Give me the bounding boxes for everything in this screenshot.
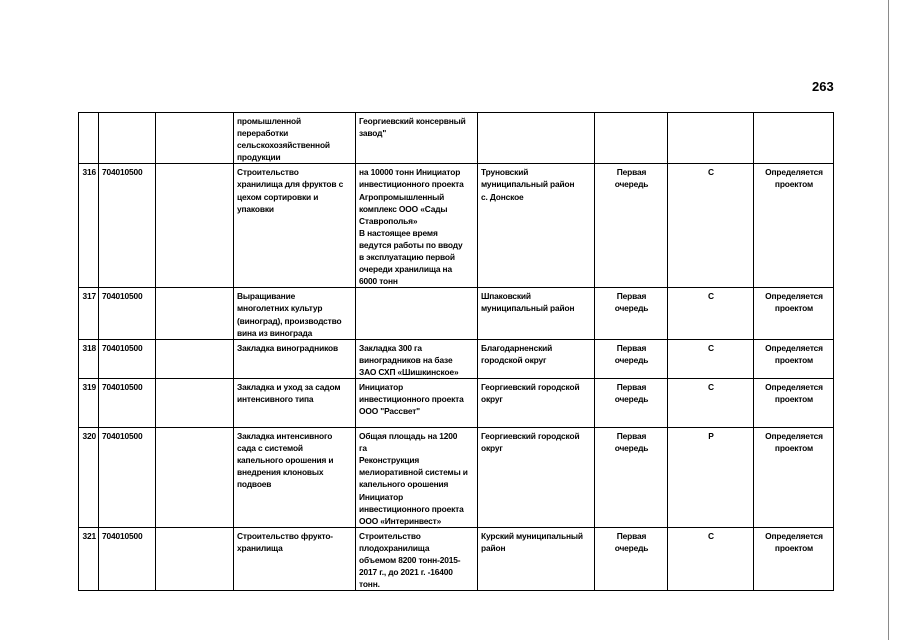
- row-cost: Определяется проектом: [765, 167, 823, 190]
- row-type-cell: [668, 428, 754, 528]
- row-type-cell: [668, 339, 754, 378]
- row-number-cell: [79, 339, 99, 378]
- row-code: 704010500: [102, 530, 143, 541]
- row-cost-cell: [754, 113, 834, 164]
- row-project-name: Строительство фрукто- хранилища: [237, 530, 333, 553]
- row-cost-cell: [754, 379, 834, 428]
- row-code-cell: [99, 288, 156, 339]
- row-priority-cell: [595, 113, 668, 164]
- row-cost: Определяется проектом: [765, 342, 823, 365]
- row-type-cell: [668, 288, 754, 339]
- row-code-cell: [99, 339, 156, 378]
- row-empty-column-cell: [156, 339, 234, 378]
- row-location: Благодарненский городской округ: [481, 342, 553, 365]
- table-row: [79, 288, 834, 339]
- row-type-cell: [668, 164, 754, 288]
- row-empty-column-cell: [156, 527, 234, 590]
- row-cost: Определяется проектом: [765, 431, 823, 454]
- row-description: Закладка 300 га виноградников на базе ЗАО СХП «Шишкинское»: [359, 342, 459, 377]
- row-type: С: [708, 291, 714, 302]
- row-priority-cell: [595, 428, 668, 528]
- row-code-cell: [99, 527, 156, 590]
- row-code: 704010500: [102, 291, 143, 302]
- row-location: Труновский муниципальный район с. Донское: [481, 167, 575, 202]
- row-priority: Первая очередь: [614, 382, 649, 405]
- row-description-cell: [356, 164, 478, 288]
- projects-table: [78, 112, 834, 591]
- row-cost-cell: [754, 428, 834, 528]
- row-description: Общая площадь на 1200 га Реконструкция мелиоративной системы и капельного орошения Инициатор инвестиционного проекта ООО «Интеринвест»: [359, 431, 468, 526]
- row-type: С: [708, 167, 714, 178]
- table-row: [79, 113, 834, 164]
- row-project-name-cell: [234, 428, 356, 528]
- row-location: Георгиевский городской округ: [481, 431, 580, 454]
- row-location-cell: [478, 428, 595, 528]
- row-location-cell: [478, 164, 595, 288]
- table-row: [79, 164, 834, 288]
- row-code-cell: [99, 379, 156, 428]
- row-number: 316: [82, 167, 96, 178]
- row-project-name: Закладка интенсивного сада с системой капельного орошения и внедрения клоновых подвоев: [237, 431, 334, 490]
- row-priority-cell: [595, 339, 668, 378]
- row-cost-cell: [754, 164, 834, 288]
- row-project-name-cell: [234, 288, 356, 339]
- scan-edge-line: [888, 0, 889, 640]
- row-priority-cell: [595, 379, 668, 428]
- row-number-cell: [79, 288, 99, 339]
- row-project-name-cell: [234, 113, 356, 164]
- row-code: 704010500: [102, 167, 143, 178]
- row-location: Шпаковский муниципальный район: [481, 291, 575, 314]
- row-code-cell: [99, 113, 156, 164]
- row-code: 704010500: [102, 382, 143, 393]
- row-description-cell: [356, 379, 478, 428]
- row-description: Строительство плодохранилища объемом 8200 тонн-2015- 2017 г., до 2021 г. -16400 тонн.: [359, 530, 461, 590]
- table-row: [79, 527, 834, 590]
- row-project-name-cell: [234, 379, 356, 428]
- row-description-cell: [356, 527, 478, 590]
- row-type-cell: [668, 527, 754, 590]
- row-empty-column-cell: [156, 428, 234, 528]
- row-code: 704010500: [102, 342, 143, 353]
- row-empty-column-cell: [156, 379, 234, 428]
- row-location-cell: [478, 339, 595, 378]
- row-number-cell: [79, 113, 99, 164]
- row-description-cell: [356, 428, 478, 528]
- row-location: Курский муниципальный район: [481, 530, 583, 553]
- row-number-cell: [79, 164, 99, 288]
- row-priority: Первая очередь: [614, 431, 649, 454]
- row-description-cell: [356, 288, 478, 339]
- row-description: на 10000 тонн Инициатор инвестиционного проекта Агропромышленный комплекс ООО «Сады Ставрополья» В настоящее время ведутся работы по вводу в эксплуатацию первой очереди хранилища на 6000 тонн: [359, 167, 464, 287]
- table-row: [79, 379, 834, 428]
- row-project-name-cell: [234, 164, 356, 288]
- row-number: 317: [82, 291, 96, 302]
- row-project-name: Закладка виноградников: [237, 342, 338, 353]
- row-priority: Первая очередь: [614, 291, 649, 314]
- row-location-cell: [478, 379, 595, 428]
- row-priority-cell: [595, 164, 668, 288]
- row-type-cell: [668, 379, 754, 428]
- row-location-cell: [478, 527, 595, 590]
- row-cost-cell: [754, 339, 834, 378]
- row-priority-cell: [595, 527, 668, 590]
- table-row: [79, 339, 834, 378]
- row-empty-column-cell: [156, 288, 234, 339]
- table-body: [79, 113, 834, 591]
- row-cost: Определяется проектом: [765, 291, 823, 314]
- row-description: Инициатор инвестиционного проекта ООО "Рассвет": [359, 382, 464, 417]
- row-code-cell: [99, 164, 156, 288]
- row-cost-cell: [754, 527, 834, 590]
- row-type: С: [708, 530, 714, 541]
- row-empty-column-cell: [156, 164, 234, 288]
- row-project-name: Выращивание многолетних культур (виноград), производство вина из винограда: [237, 291, 342, 338]
- row-location: Георгиевский городской округ: [481, 382, 580, 405]
- row-type: С: [708, 382, 714, 393]
- row-priority: Первая очередь: [614, 342, 649, 365]
- row-type: Р: [708, 431, 714, 442]
- row-number: 318: [82, 342, 96, 353]
- row-project-name-cell: [234, 527, 356, 590]
- row-cost-cell: [754, 288, 834, 339]
- row-number: 321: [82, 530, 96, 541]
- row-cost: Определяется проектом: [765, 382, 823, 405]
- row-description-cell: [356, 113, 478, 164]
- row-code: 704010500: [102, 431, 143, 442]
- row-project-name-cell: [234, 339, 356, 378]
- row-empty-column-cell: [156, 113, 234, 164]
- row-priority: Первая очередь: [614, 530, 649, 553]
- row-location-cell: [478, 113, 595, 164]
- row-number-cell: [79, 379, 99, 428]
- row-description-cell: [356, 339, 478, 378]
- row-type: С: [708, 342, 714, 353]
- row-description: Георгиевский консервный завод": [359, 116, 466, 139]
- row-location-cell: [478, 288, 595, 339]
- page-number: 263: [812, 79, 834, 94]
- row-project-name: промышленной переработки сельскохозяйственной продукции: [237, 116, 330, 163]
- row-number-cell: [79, 428, 99, 528]
- row-project-name: Строительство хранилища для фруктов с цехом сортировки и упаковки: [237, 167, 344, 214]
- row-priority: Первая очередь: [614, 167, 649, 190]
- row-number: 319: [82, 382, 96, 393]
- row-code-cell: [99, 428, 156, 528]
- row-type-cell: [668, 113, 754, 164]
- row-project-name: Закладка и уход за садом интенсивного типа: [237, 382, 341, 405]
- table-row: [79, 428, 834, 528]
- row-priority-cell: [595, 288, 668, 339]
- row-number-cell: [79, 527, 99, 590]
- row-cost: Определяется проектом: [765, 530, 823, 553]
- row-number: 320: [82, 431, 96, 442]
